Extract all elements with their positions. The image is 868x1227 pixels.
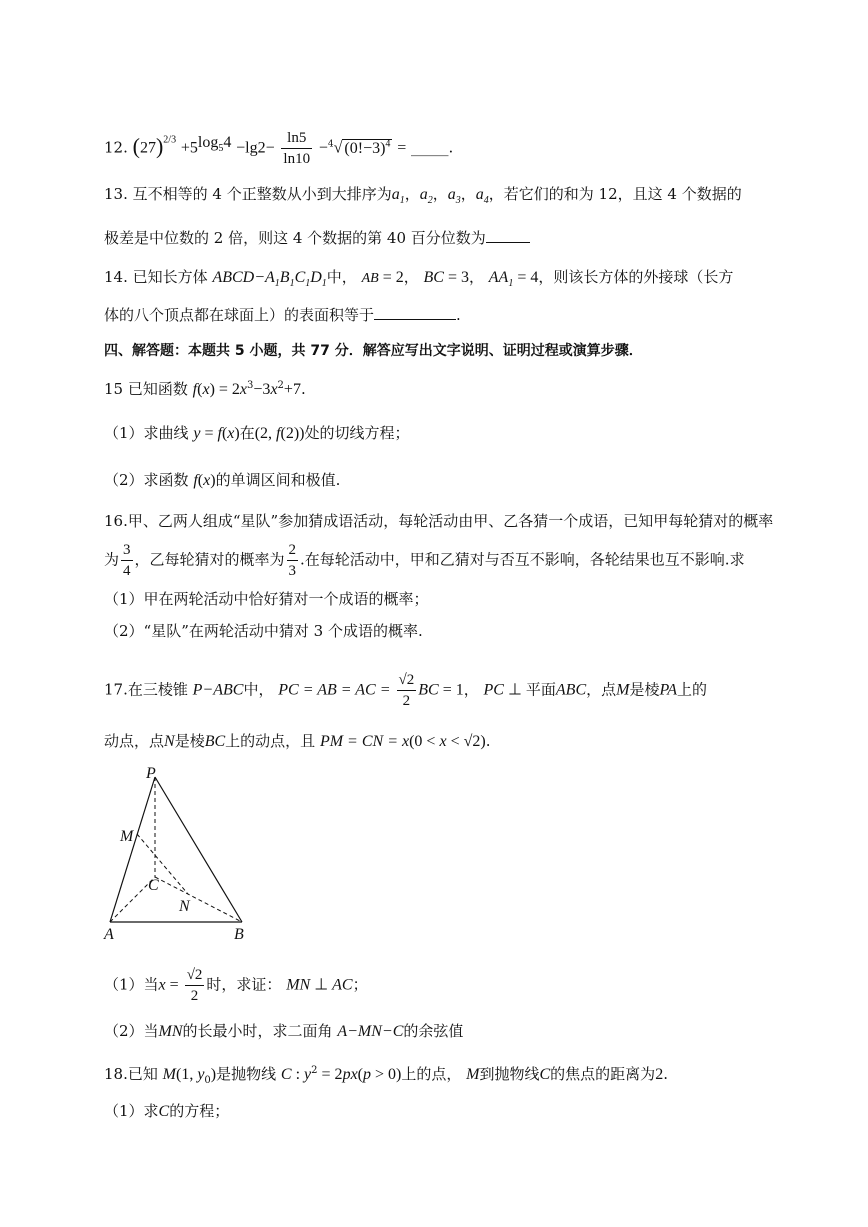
question-16-part-2: （2）“星队”在两轮活动中猜对 3 个成语的概率. [104, 622, 423, 640]
fraction-sqrt2-2: $\frac{√2}{2}$ [398, 672, 415, 709]
question-18: 18.已知 M(1, $y_0$)是抛物线 C : $y^2 = 2px(p > 0)$上的点， M到抛物线C的焦点的距离为2. [104, 1065, 668, 1086]
question-15-part-1: （1）求曲线 y = f(x)在(2, f(2))处的切线方程； [104, 424, 410, 442]
fraction-2-3: $\frac{2}{3}$ [288, 542, 297, 579]
question-15: 15 已知函数 $f(x) = 2x^3-3x^2+7$. [104, 380, 306, 398]
question-17-line-1: 17.在三棱锥 P−ABC中， PC = AB = AC = $\frac{√2}{2}$ BC = 1， PC ⊥ 平面ABC，点M是棱PA上的 [104, 672, 707, 709]
label-A: A [104, 926, 114, 943]
question-12: 12. $(27)^{2/3} +5^{log_54} -\lg 2-$ $\frac{\ln 5}{\ln 10}$ −$^4$√ $(0!-3)^4$ = _____. [104, 130, 454, 167]
question-13-line-1: 13. 互不相等的 4 个正整数从小到大排序为$a_1$，$a_2$，$a_3$，$a_4$，若它们的和为 12，且这 4 个数据的 [104, 185, 742, 207]
answer-blank-14[interactable] [374, 303, 456, 320]
fraction-sqrt2-2-b: $\frac{√2}{2}$ [186, 967, 203, 1004]
fraction-3-4: $\frac{3}{4}$ [123, 542, 131, 579]
question-16-line-2: 为 $\frac{3}{4}$ ，乙每轮猜对的概率为 $\frac{2}{3}$ .在每轮活动中，甲和乙猜对与否互不影响，各轮结果也互不影响.求 [104, 542, 745, 579]
answer-blank-12[interactable]: _____. [411, 138, 454, 157]
question-13-line-2: 极差是中位数的 2 倍，则这 4 个数据的第 40 百分位数为 [104, 226, 530, 249]
question-15-part-2: （2）求函数 f(x)的单调区间和极值. [104, 471, 341, 489]
question-17-part-1: （1）当x = $\frac{√2}{2}$ 时，求证： MN ⊥ AC； [104, 967, 368, 1004]
question-16-line-1: 16.甲、乙两人组成“星队”参加猜成语活动，每轮活动由甲、乙各猜一个成语，已知甲每轮猜对的概率 [104, 512, 774, 530]
question-14-line-1: 14. 已知长方体 $ABCD-A_1B_1C_1D_1$中， AB = 2， BC = 3， $AA_1 = 4$，则该长方体的外接球（长方 [104, 268, 734, 290]
fraction-ln5-ln10: $\frac{\ln 5}{\ln 10}$ [283, 130, 311, 167]
question-17-line-2: 动点，点N是棱BC上的动点，且 PM = CN = x(0 < x < √2). [104, 732, 491, 750]
question-17-part-2: （2）当MN的长最小时，求二面角 A−MN−C的余弦值 [104, 1022, 464, 1040]
edge-PB [155, 777, 242, 922]
answer-blank-13[interactable] [486, 226, 530, 243]
edge-PA [110, 777, 155, 922]
question-14-line-2: 体的八个顶点都在球面上）的表面积等于 . [104, 303, 461, 326]
pyramid-figure [100, 762, 260, 947]
label-B: B [234, 926, 244, 943]
question-16-part-1: （1）甲在两轮活动中恰好猜对一个成语的概率； [104, 590, 429, 608]
label-N: N [179, 898, 190, 915]
section-4-heading: 四、解答题：本题共 5 小题，共 77 分．解答应写出文字说明、证明过程或演算步骤． [104, 343, 643, 359]
label-P: P [146, 765, 156, 782]
segment-MN [137, 834, 188, 894]
label-M: M [120, 828, 134, 845]
fourth-root: $(0!-3)^4$ [344, 138, 391, 157]
label-C: C [148, 877, 159, 894]
question-18-part-1: （1）求C的方程； [104, 1102, 230, 1120]
